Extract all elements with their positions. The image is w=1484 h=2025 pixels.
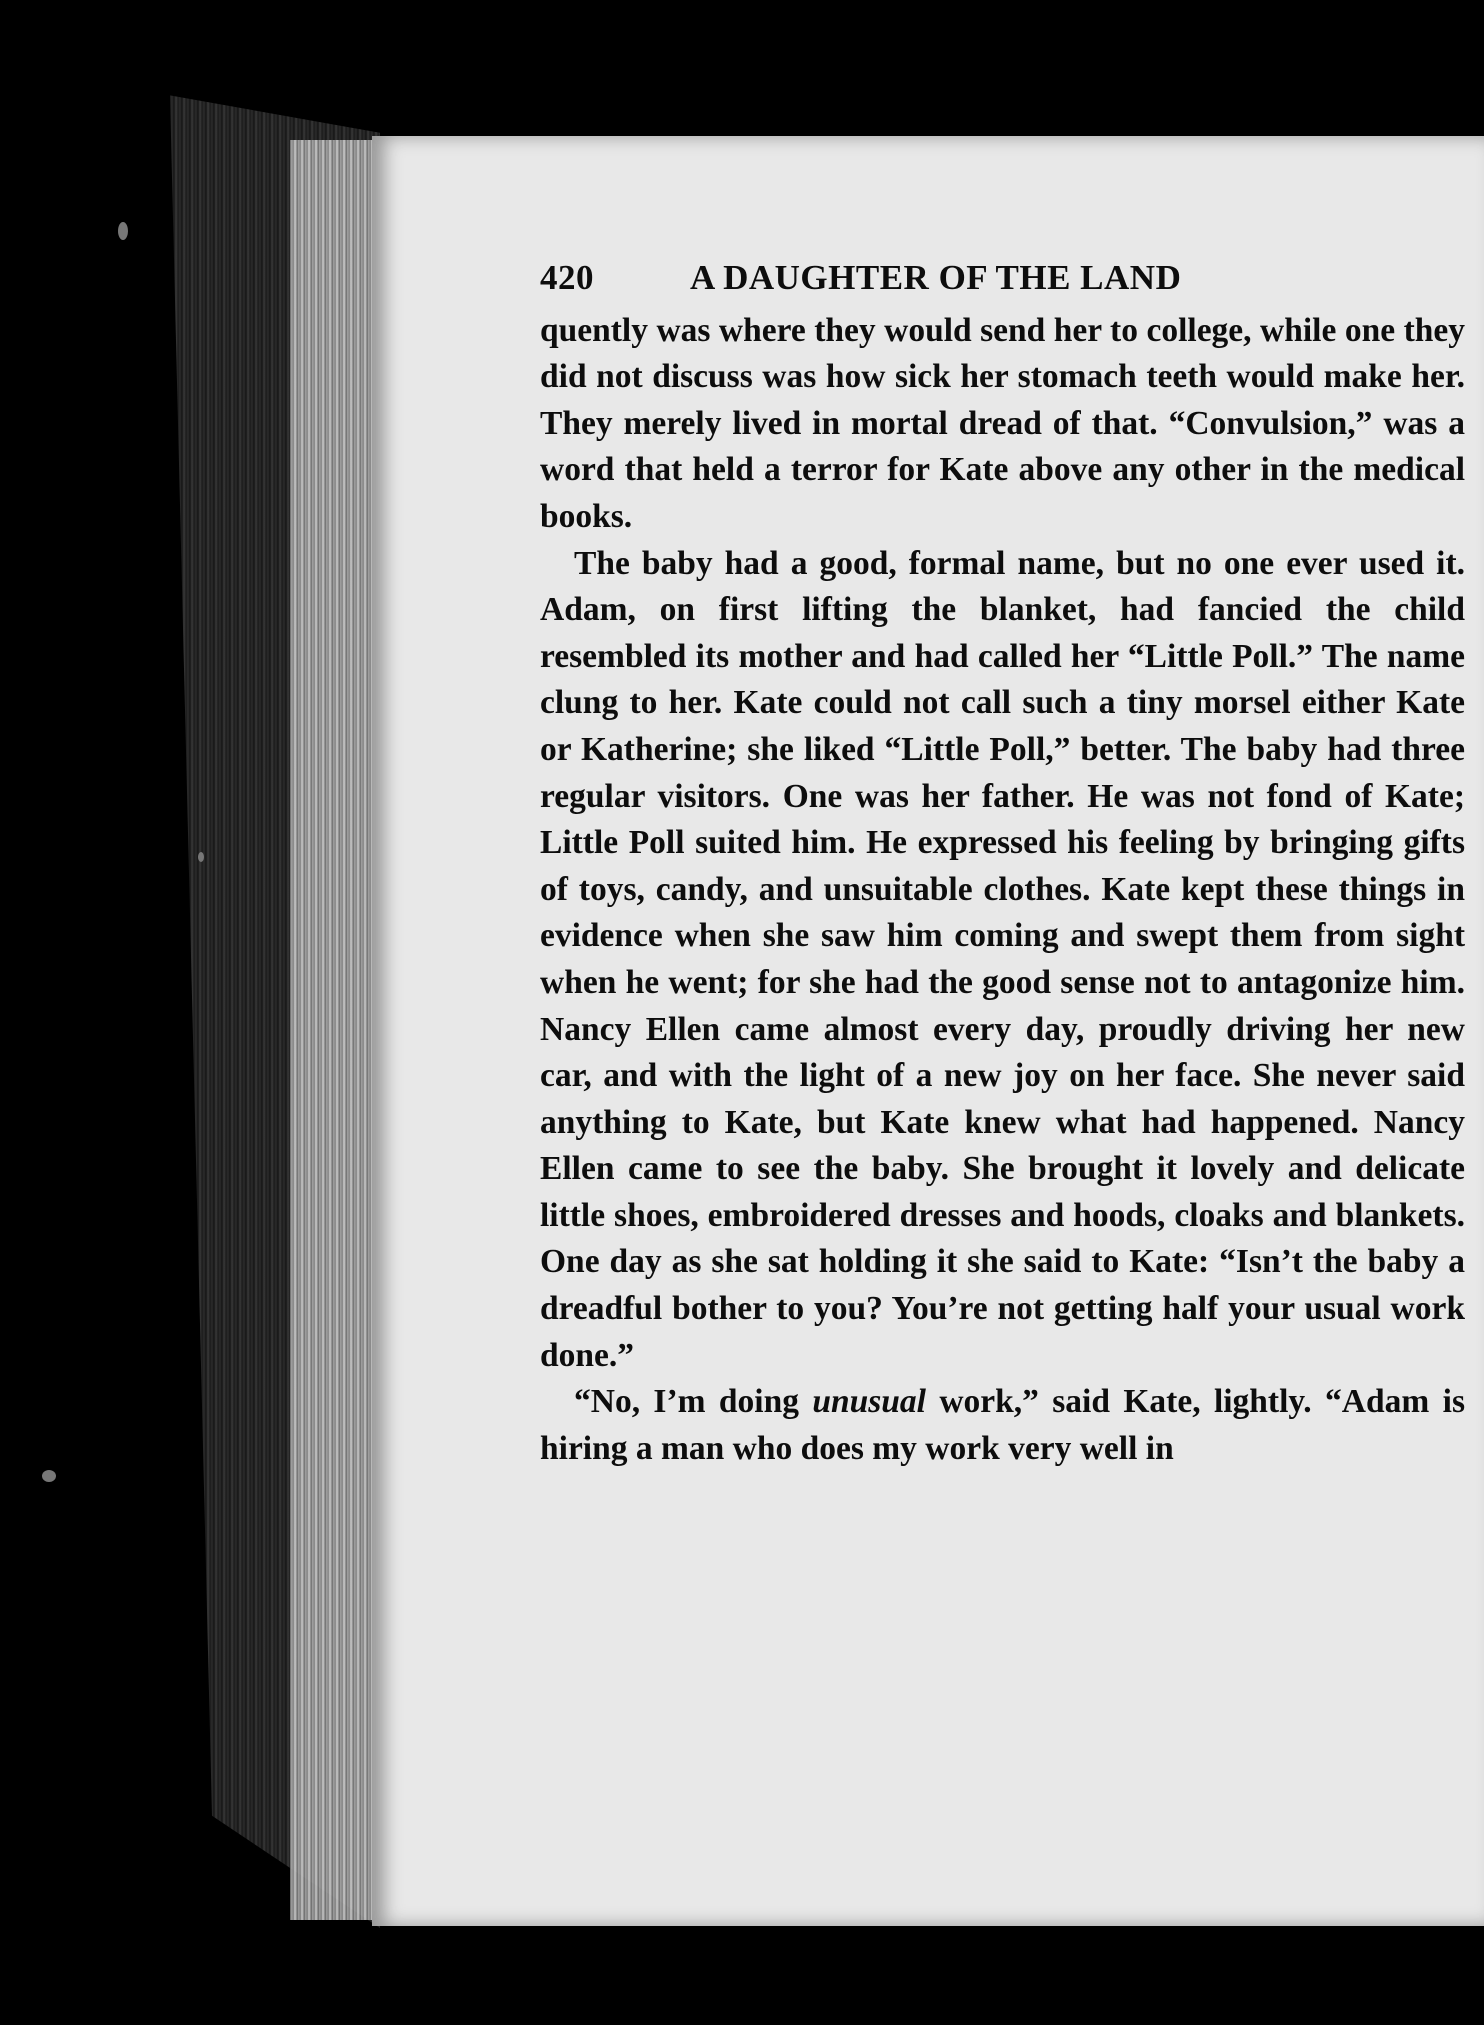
- dust-speck: [42, 1470, 56, 1482]
- paragraph-1: quently was where they would send her to college, while one they did not discuss was how sick her stomach teeth would make her. They merely lived in mortal dread of that. “Convulsion,” was a word that held a terror for Kate above any other in the medical books.: [540, 311, 1465, 535]
- paragraph-3: [540, 1379, 1465, 1472]
- paragraph-3-start: “No, I’m doing: [574, 1383, 813, 1421]
- running-header: [540, 255, 1465, 302]
- book-page-edges-highlight: [290, 140, 380, 1920]
- paragraph-3-emphasis: unusual: [812, 1383, 926, 1421]
- paragraph-3-end: work,” said Kate, lightly. “Adam is hiring a man who does my work very well in: [540, 1383, 1465, 1467]
- dust-speck: [118, 222, 128, 240]
- running-title: A DAUGHTER OF THE LAND: [690, 258, 1182, 297]
- page-number: 420: [540, 258, 594, 297]
- dust-speck: [198, 852, 204, 862]
- paragraph-2: The baby had a good, formal name, but no one ever used it. Adam, on first lifting the blanket, had fancied the child resembled its mother and had called her “Little Poll.” The name clung to her. Kate could not call such a tiny morsel either Kate or Katherine; she liked “Little Poll,” better. The baby had three regular visitors. One was her father. He was not fond of Kate; Little Poll suited him. He expressed his feeling by bringing gifts of toys, candy, and unsuitable clothes. Kate kept these things in evidence when she saw him coming and swept them from sight when he went; for she had the good sense not to antagonize him. Nancy Ellen came almost every day, proudly driving her new car, and with the light of a new joy on her face. She never said anything to Kate, but Kate knew what had happened. Nancy Ellen came to see the baby. She brought it lovely and delicate little shoes, embroidered dresses and hoods, cloaks and blankets. One day as she sat holding it she said to Kate: “Isn’t the baby a dreadful bother to you? You’re not getting half your usual work done.”: [540, 544, 1465, 1374]
- page-text: [540, 255, 1465, 1472]
